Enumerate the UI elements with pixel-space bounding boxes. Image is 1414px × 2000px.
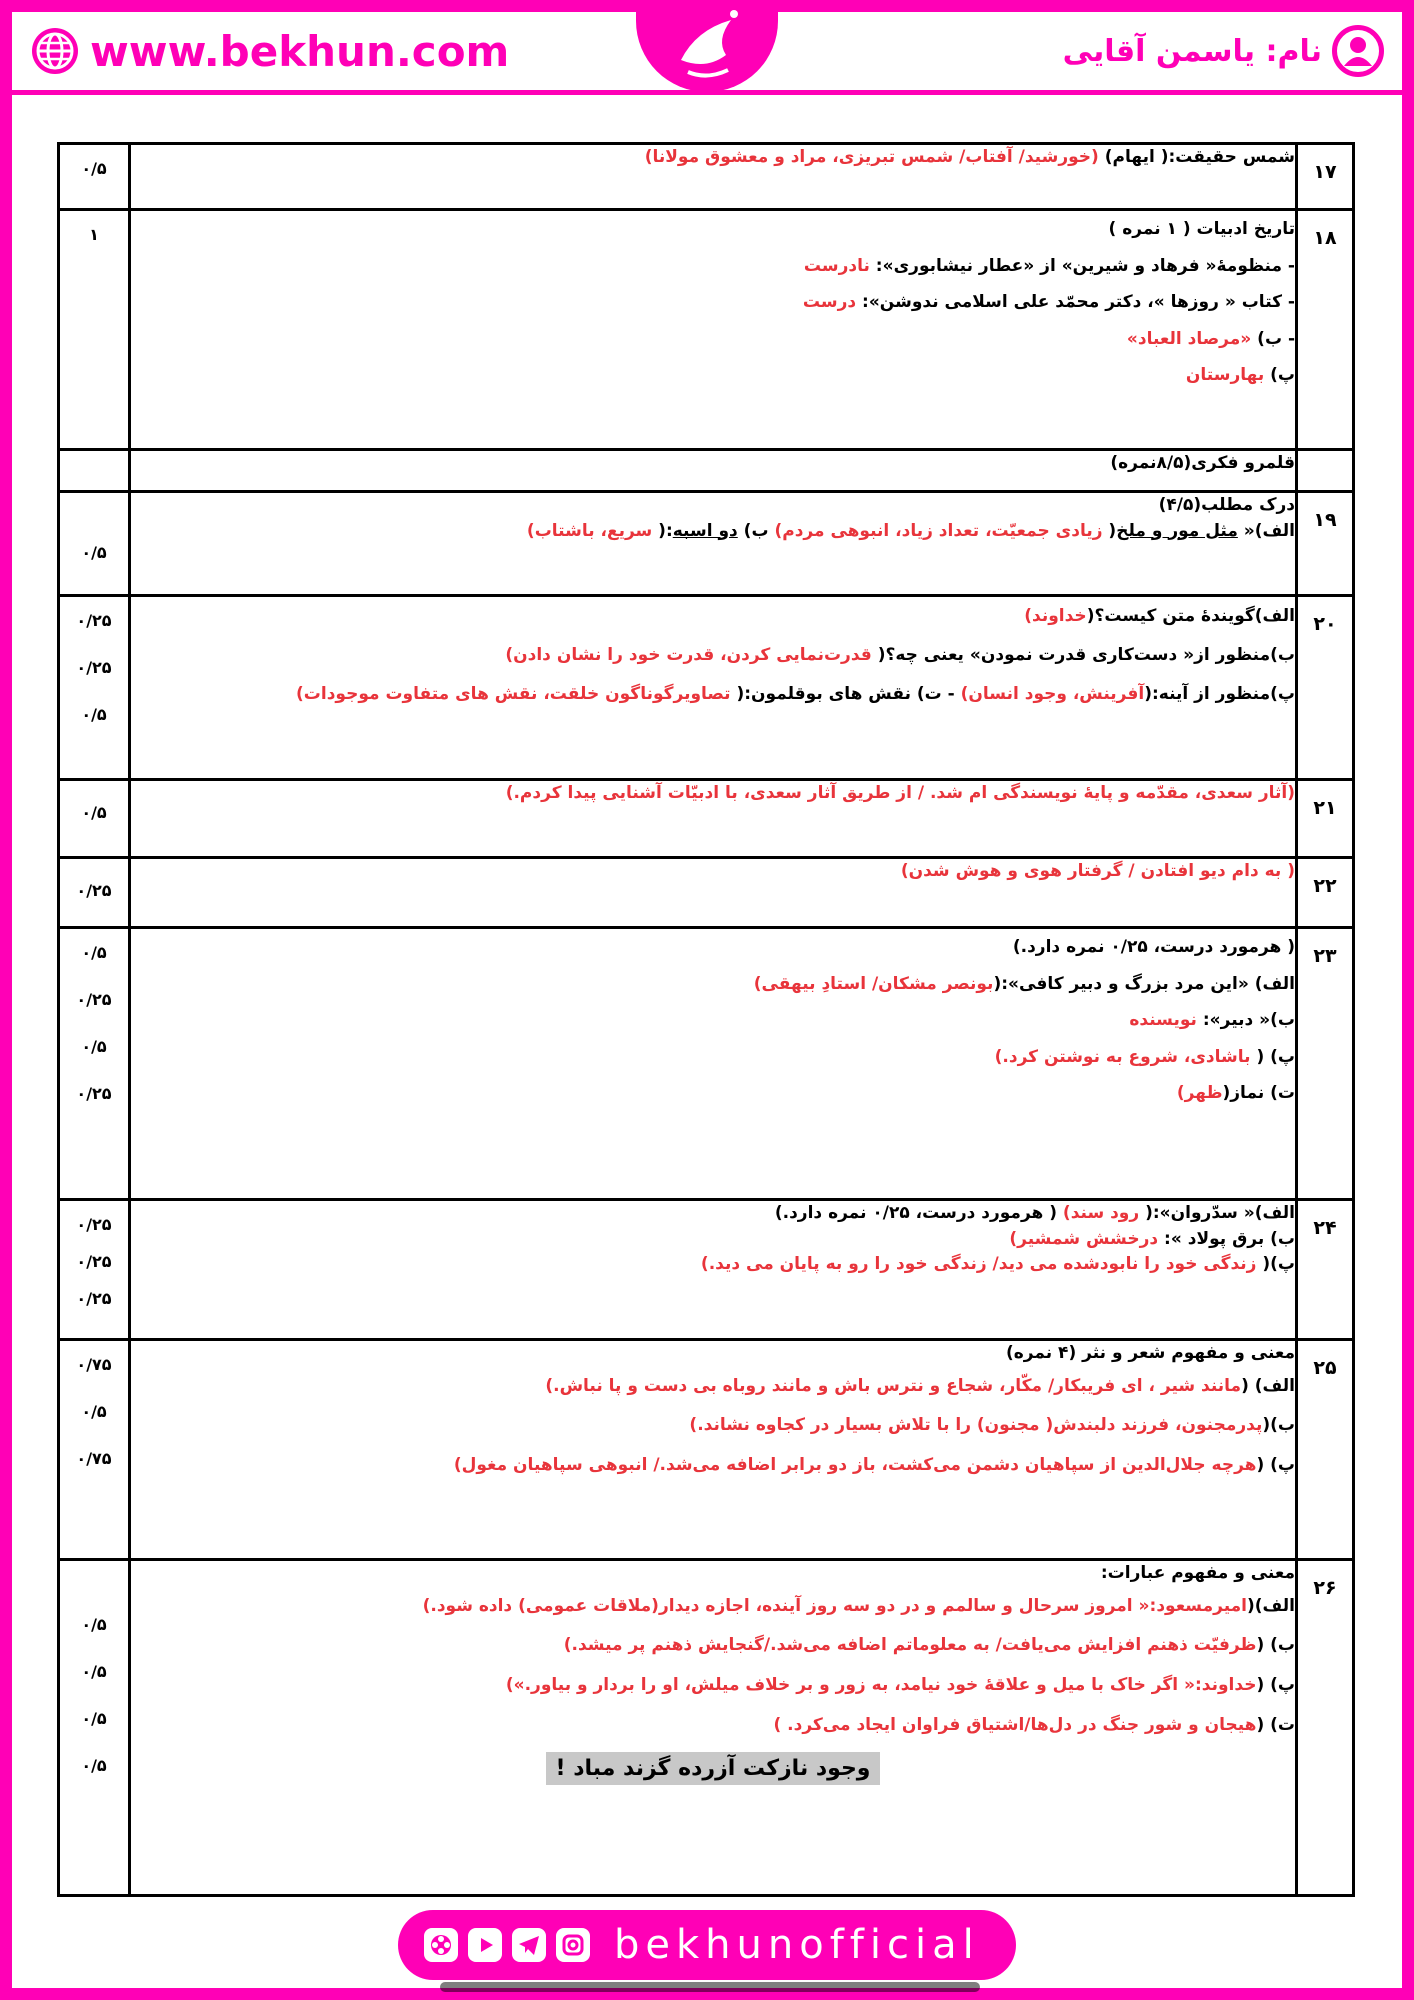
social-footer — [398, 1910, 1016, 1980]
question-text: پ)( — [1256, 1254, 1295, 1274]
answer-content — [130, 1340, 1297, 1560]
answer-text: درست — [802, 292, 857, 313]
answer-text: تصاویرگوناگون خلقت، نقش های متفاوت موجودات) — [296, 684, 731, 705]
question-text: ( — [1102, 520, 1117, 541]
answer-text: ( به دام دیو افتادن / گرفتار هوی و هوش شدن) — [900, 861, 1295, 881]
question-text: ب) برق پولاد »: — [1158, 1228, 1295, 1249]
question-text: الف)« سدّروان»:( — [1139, 1203, 1295, 1223]
score-value: ۰/۲۵ — [76, 1215, 112, 1234]
question-number: ۲۵ — [1297, 1340, 1354, 1560]
answer-line — [131, 859, 1295, 885]
answer-text: هیجان و شور جنگ در دل‌ها/اشتیاق فراوان ایجاد می‌کرد. ) — [773, 1715, 1257, 1736]
answer-text: خداوند) — [1024, 606, 1087, 626]
question-text: تاریخ ادبیات ( ۱ نمره ) — [1108, 219, 1295, 239]
answer-content — [130, 1200, 1297, 1340]
question-text: الف)« — [1237, 520, 1295, 541]
question-text: پ) ( — [1256, 1675, 1295, 1696]
answer-line — [131, 675, 1295, 714]
question-text: - کتاب « روزها »، دکتر محمّد علی اسلامی ندوشن»: — [856, 292, 1295, 313]
question-text: پ) — [1264, 365, 1295, 386]
answer-text: قدرت‌نمایی کردن، قدرت خود را نشان دادن) — [505, 645, 872, 666]
answer-line — [131, 1587, 1295, 1627]
score-value: ۰/۵ — [81, 705, 107, 724]
answer-content — [130, 1560, 1297, 1896]
question-text: - ب) — [1251, 328, 1295, 349]
score-value: ۰/۲۵ — [76, 611, 112, 630]
user-icon — [1332, 25, 1384, 77]
question-text: الف)( — [1247, 1595, 1295, 1616]
score-value: ۰/۵ — [81, 159, 107, 178]
answer-text: «مرصاد العباد» — [1126, 328, 1252, 349]
score-value: ۰/۲۵ — [76, 990, 112, 1009]
footer-shadow — [440, 1982, 980, 1992]
question-number: ۲۴ — [1297, 1200, 1354, 1340]
score-value: ۱ — [89, 225, 99, 244]
question-text: ب) ( — [1256, 1635, 1295, 1656]
score-value: ۰/۵ — [81, 1402, 107, 1421]
answer-text: درخشش شمشیر) — [1009, 1228, 1159, 1249]
closing-motto: وجود نازکت آزرده گزند مباد ! — [546, 1752, 881, 1785]
student-name: نام: یاسمن آقایی — [1062, 33, 1322, 69]
score-column — [59, 1560, 130, 1896]
score-column — [59, 928, 130, 1200]
question-text: درک مطلب(۴/۵) — [1158, 495, 1295, 515]
answer-text: (خورشید/ آفتاب/ شمس تبریزی، مراد و معشوق مولانا) — [644, 147, 1105, 167]
answer-line — [131, 597, 1295, 636]
answer-line — [131, 929, 1295, 966]
instagram-icon[interactable] — [556, 1928, 590, 1962]
score-value: ۰/۲۵ — [76, 1084, 112, 1103]
student-name-block — [1063, 26, 1384, 76]
score-value: ۰/۵ — [81, 1037, 107, 1056]
question-text: قلمرو فکری(۸/۵نمره) — [1110, 453, 1295, 473]
score-value: ۰/۲۵ — [76, 1289, 112, 1308]
answer-line — [131, 1626, 1295, 1666]
question-text: پ) ( — [1250, 1046, 1295, 1067]
telegram-icon[interactable] — [512, 1928, 546, 1962]
question-row — [59, 780, 1354, 858]
question-text: دو اسبه — [672, 520, 738, 541]
answer-content — [130, 210, 1297, 450]
answer-line — [131, 1252, 1295, 1278]
answer-line — [131, 781, 1295, 807]
score-value: ۰/۲۵ — [76, 1252, 112, 1271]
question-number: ۱۹ — [1297, 492, 1354, 596]
question-row — [59, 928, 1354, 1200]
score-value: ۰/۵ — [81, 1662, 107, 1681]
answer-line — [131, 1706, 1295, 1746]
answer-line — [131, 321, 1295, 358]
question-row — [59, 596, 1354, 780]
question-row — [59, 450, 1354, 492]
answer-text: زیادی جمعیّت، تعداد زیاد، انبوهی مردم) — [774, 520, 1103, 541]
answer-line — [131, 519, 1295, 545]
question-row — [59, 1200, 1354, 1340]
score-value: ۰/۵ — [81, 803, 107, 822]
question-text: معنی و مفهوم شعر و نثر (۴ نمره) — [1005, 1343, 1295, 1363]
aparat-icon[interactable] — [424, 1928, 458, 1962]
website-link[interactable] — [32, 26, 509, 76]
answer-line — [131, 1039, 1295, 1076]
score-value: ۰/۵ — [81, 1615, 107, 1634]
score-value: ۰/۵ — [81, 1756, 107, 1775]
answer-line — [131, 248, 1295, 285]
answer-text: (آثار سعدی، مقدّمه و پایهٔ نویسندگی ام شد. / از طریق آثار سعدی، با ادبیّات آشنایی پیدا کردم.) — [505, 783, 1295, 803]
score-column — [59, 210, 130, 450]
globe-icon — [32, 28, 78, 74]
answer-line — [131, 211, 1295, 248]
question-number: ۲۲ — [1297, 858, 1354, 928]
question-text: مثل مور و ملخ — [1116, 520, 1238, 541]
website-url[interactable]: www.bekhun.com — [90, 26, 510, 76]
answer-line — [131, 1367, 1295, 1407]
question-number — [1297, 450, 1354, 492]
question-row — [59, 1560, 1354, 1896]
question-text: الف)گویندهٔ متن کیست؟( — [1086, 606, 1295, 626]
question-text: ( هرمورد درست، ۰/۲۵ نمره دارد.) — [774, 1203, 1063, 1223]
question-text: ب)منظور از« دست‌کاری قدرت نمودن» یعنی چه؟( — [871, 645, 1295, 666]
question-row — [59, 1340, 1354, 1560]
answer-line — [131, 1666, 1295, 1706]
answer-line — [131, 1075, 1295, 1112]
answer-key-table — [57, 142, 1355, 1897]
score-value: ۰/۷۵ — [76, 1449, 112, 1468]
score-column — [59, 858, 130, 928]
youtube-icon[interactable] — [468, 1928, 502, 1962]
question-text: ب)( — [1262, 1415, 1295, 1436]
answer-text: پدرمجنون، فرزند دلبندش( مجنون) را با تلاش بسیار در کجاوه نشاند.) — [689, 1415, 1263, 1436]
question-text: :( — [652, 520, 673, 541]
answer-content — [130, 144, 1297, 210]
answer-text: آفرینش، وجود انسان) — [960, 684, 1145, 705]
score-value: ۰/۵ — [81, 543, 107, 562]
answer-line — [131, 451, 1295, 477]
question-text: الف) ( — [1241, 1375, 1295, 1396]
answer-text: ظرفیّت ذهنم افزایش می‌یافت/ به معلوماتم اضافه می‌شد./گنجایش ذهنم پر میشد.) — [563, 1635, 1257, 1656]
score-value: ۰/۷۵ — [76, 1355, 112, 1374]
score-value: ۰/۲۵ — [76, 881, 112, 900]
answer-line — [131, 1002, 1295, 1039]
question-text: معنی و مفهوم عبارات: — [1100, 1563, 1295, 1583]
question-number: ۲۶ — [1297, 1560, 1354, 1896]
question-text: الف) «این مرد بزرگ و دبیر کافی»:( — [993, 973, 1295, 994]
question-text: ت) نماز( — [1222, 1083, 1295, 1104]
answer-text: باشادی، شروع به نوشتن کرد.) — [994, 1046, 1251, 1067]
answer-text: سریع، باشتاب) — [526, 520, 653, 541]
answer-text: هرچه جلال‌الدین از سپاهیان دشمن می‌کشت، باز دو برابر اضافه می‌شد./ انبوهی سپاهیان مغول) — [453, 1455, 1257, 1476]
answer-text: ظهر) — [1176, 1083, 1223, 1104]
answer-text: بونصر مشکان/ استادِ بیهقی) — [753, 973, 994, 994]
question-number: ۲۳ — [1297, 928, 1354, 1200]
question-number: ۱۸ — [1297, 210, 1354, 450]
score-column — [59, 1200, 130, 1340]
answer-content — [130, 492, 1297, 596]
question-row — [59, 144, 1354, 210]
answer-text: مانند شیر ، ای فریبکار/ مکّار، شجاع و نترس باش و مانند روباه بی دست و پا نباش.) — [545, 1375, 1242, 1396]
score-value: ۰/۵ — [81, 943, 107, 962]
answer-line — [131, 357, 1295, 394]
answer-text: بهارستان — [1185, 365, 1265, 386]
answer-text: خداوند:« اگر خاک با میل و علاقهٔ خود نیامد، به زور و بر خلاف میلش، او را بردار و بیاور.») — [505, 1675, 1257, 1696]
score-column — [59, 144, 130, 210]
score-column — [59, 450, 130, 492]
question-text: - ت) نقش های بوقلمون:( — [730, 684, 961, 705]
question-text: ( هرمورد درست، ۰/۲۵ نمره دارد.) — [1012, 937, 1295, 957]
answer-line — [131, 1561, 1295, 1587]
question-text: - منظومهٔ« فرهاد و شیرین» از «عطار نیشابوری»: — [869, 255, 1295, 276]
question-text: ب)« دبیر»: — [1196, 1010, 1295, 1031]
score-column — [59, 780, 130, 858]
question-text: ت) ( — [1256, 1715, 1295, 1736]
question-row — [59, 858, 1354, 928]
score-column — [59, 492, 130, 596]
score-column — [59, 596, 130, 780]
answer-line — [131, 145, 1295, 171]
answer-text: نویسنده — [1129, 1010, 1197, 1031]
question-number: ۲۱ — [1297, 780, 1354, 858]
answer-line — [131, 1227, 1295, 1253]
question-text: ب) — [737, 520, 775, 541]
answer-line — [131, 966, 1295, 1003]
answer-content — [130, 858, 1297, 928]
score-column — [59, 1340, 130, 1560]
question-row — [59, 492, 1354, 596]
answer-text: نادرست — [803, 255, 870, 276]
score-value: ۰/۲۵ — [76, 658, 112, 677]
answer-text: زندگی خود را نابودشده می دید/ زندگی خود را رو به پایان می دید.) — [700, 1254, 1257, 1274]
answer-line — [131, 1201, 1295, 1227]
answer-content — [130, 928, 1297, 1200]
answer-line — [131, 284, 1295, 321]
answer-line — [131, 1341, 1295, 1367]
question-number: ۲۰ — [1297, 596, 1354, 780]
answer-line — [131, 493, 1295, 519]
answer-content — [130, 596, 1297, 780]
answer-line — [131, 1446, 1295, 1486]
answer-line — [131, 1406, 1295, 1446]
answer-content — [130, 450, 1297, 492]
bekhun-logo — [636, 0, 778, 92]
answer-content — [130, 780, 1297, 858]
question-text: پ) ( — [1256, 1455, 1295, 1476]
question-number: ۱۷ — [1297, 144, 1354, 210]
question-text: شمس حقیقت:( ایهام) — [1104, 147, 1295, 167]
question-row — [59, 210, 1354, 450]
answer-line — [131, 636, 1295, 675]
score-value: ۰/۵ — [81, 1709, 107, 1728]
answer-text: امیرمسعود:« امروز سرحال و سالمم و در دو سه روز آینده، اجازه دیدار(ملاقات عمومی) داده شود.) — [422, 1595, 1247, 1616]
question-text: پ)منظور از آینه:( — [1144, 684, 1295, 705]
answer-text: رود سند) — [1062, 1203, 1140, 1223]
social-handle[interactable]: bekhunofficial — [614, 1922, 980, 1968]
